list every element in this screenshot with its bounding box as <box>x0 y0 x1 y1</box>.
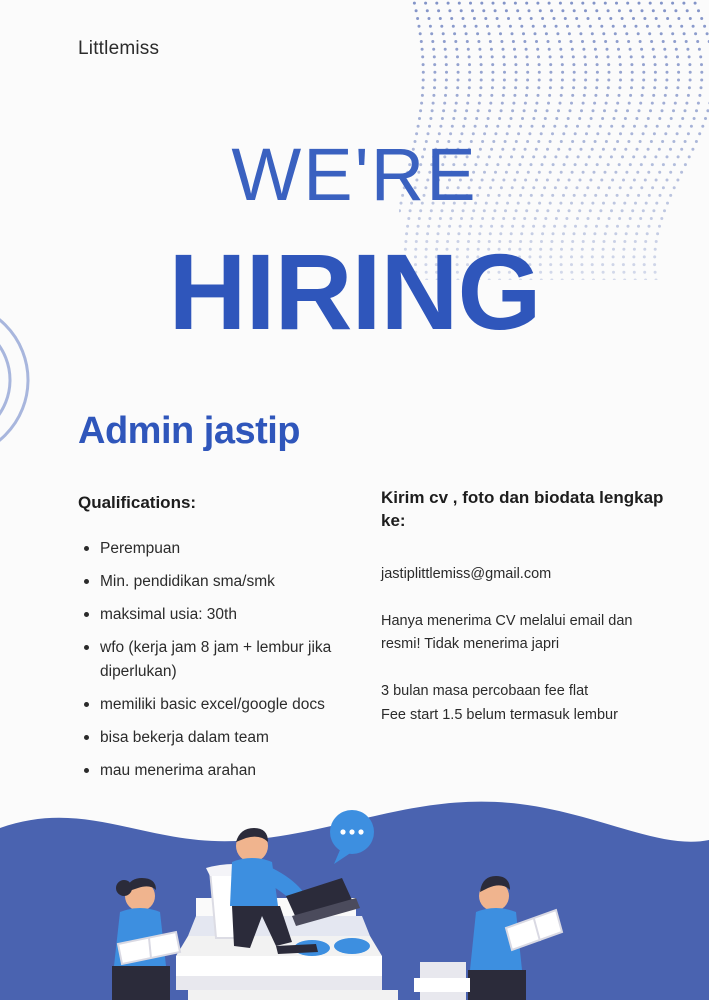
list-item: Min. pendidikan sma/smk <box>100 570 368 594</box>
qualifications-heading: Qualifications: <box>78 493 197 512</box>
apply-column <box>381 487 671 728</box>
brand-name: Littlemiss <box>78 38 160 59</box>
headline-hiring: HIRING <box>168 231 541 352</box>
application-note: Hanya menerima CV melalui email dan resmi! Tidak menerima japri <box>381 613 633 653</box>
list-item: memiliki basic excel/google docs <box>100 693 368 717</box>
job-title: Admin jastip <box>78 410 301 452</box>
list-item: bisa bekerja dalam team <box>100 726 368 750</box>
contact-email[interactable]: jastiplittlemiss@gmail.com <box>381 565 552 582</box>
fee-line-2: Fee start 1.5 belum termasuk lembur <box>381 707 618 724</box>
fee-line-1: 3 bulan masa percobaan fee flat <box>381 683 589 700</box>
list-item: wfo (kerja jam 8 jam + lembur jika diperlukan) <box>100 636 368 684</box>
headline-were: WE'RE <box>231 133 478 216</box>
bottom-illustration <box>0 700 709 1000</box>
list-item: mau menerima arahan <box>100 759 368 783</box>
list-item: Perempuan <box>100 537 368 561</box>
list-item: maksimal usia: 30th <box>100 603 368 627</box>
apply-heading: Kirim cv , foto dan biodata lengkap ke: <box>381 488 664 530</box>
